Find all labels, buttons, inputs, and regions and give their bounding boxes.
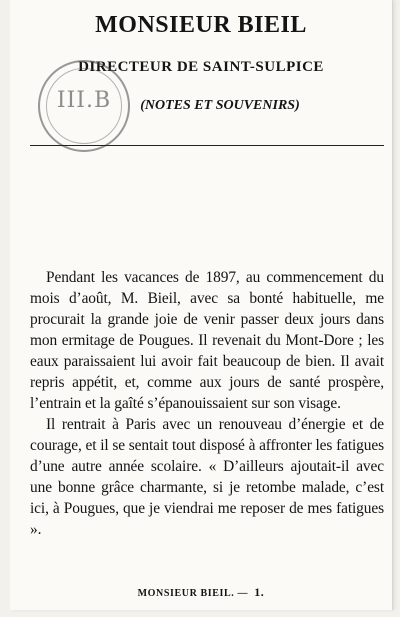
body-text bbox=[30, 267, 384, 540]
page-subsubtitle: (NOTES ET SOUVENIRS) bbox=[140, 98, 300, 113]
stamp-text: III.B bbox=[56, 88, 112, 113]
library-stamp bbox=[38, 60, 130, 152]
page-footer bbox=[10, 585, 392, 600]
page-number: 1. bbox=[254, 585, 265, 599]
paragraph: Pendant les vacances de 1897, au commencement du mois d’août, M. Bieil, avec sa bonté habituelle, me procurait la grande joie de venir passer deux jours dans mon ermitage de Pougues. Il revenait du Mont-Dore ; les eaux paraissaient lui avoir fait beaucoup de bien. Il avait repris appétit, et, comme aux jours de santé prospère, l’entrain et la gaîté s’épanouissaient sur son visage. bbox=[30, 269, 384, 412]
running-title: MONSIEUR BIEIL. — bbox=[137, 588, 249, 599]
page-subtitle: DIRECTEUR DE SAINT-SULPICE bbox=[78, 59, 324, 75]
page-title: MONSIEUR BIEIL bbox=[95, 12, 307, 38]
paragraph: Il rentrait à Paris avec un renouveau d’énergie et de courage, et il se sentait tout disposé à affronter les fatigues d’une autre année scolaire. « D’ailleurs ajoutait-il avec une bonne grâce charmante, si je retombe malade, c’est ici, à Pougues, que je viendrai me reposer de mes fatigues ». bbox=[30, 416, 384, 538]
document-page bbox=[10, 0, 393, 610]
header-rule bbox=[30, 145, 384, 146]
